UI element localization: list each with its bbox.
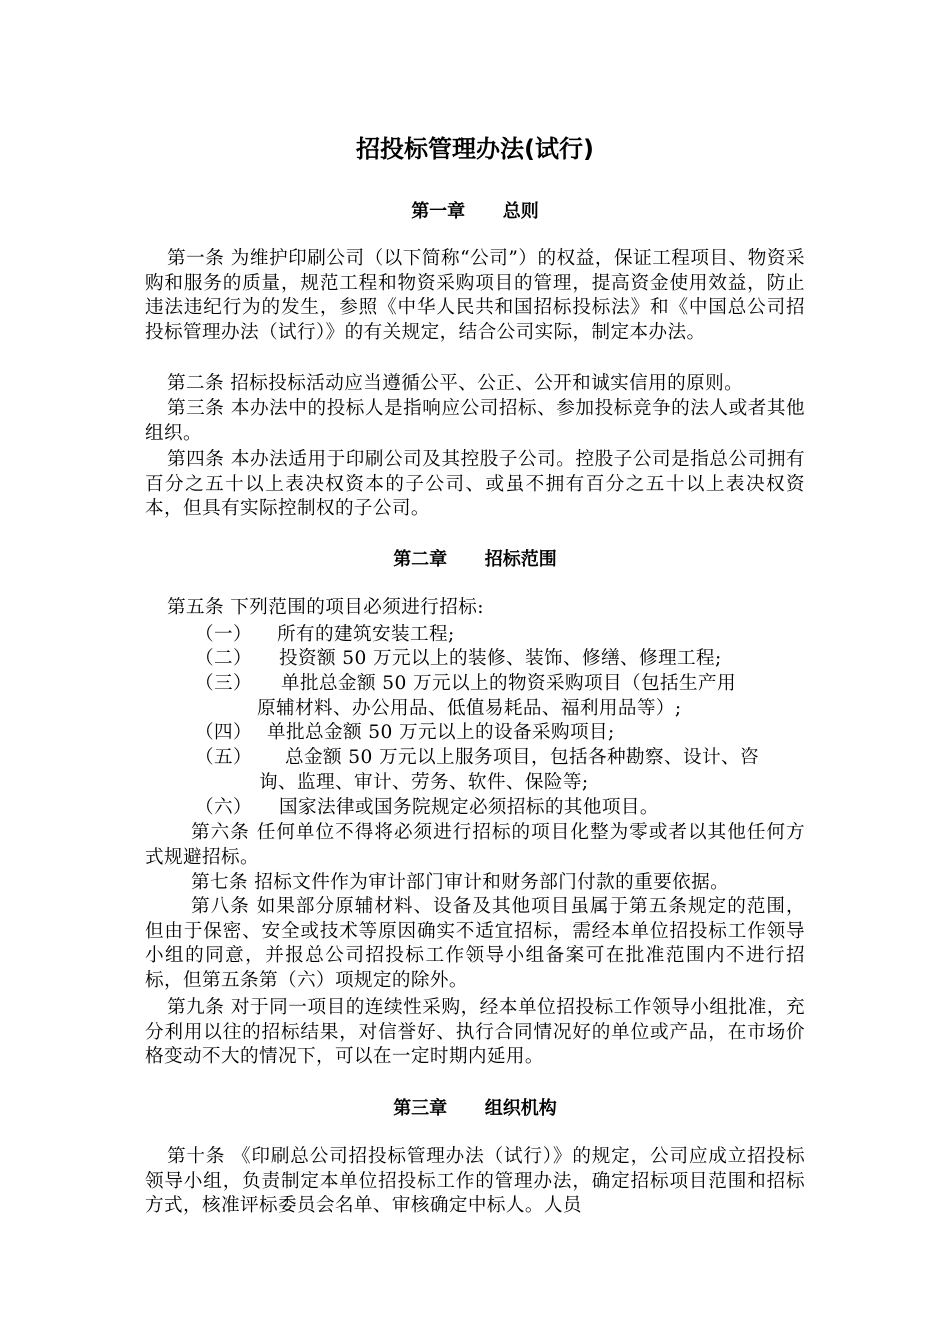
article-paragraph: 第五条 下列范围的项目必须进行招标:	[167, 597, 484, 618]
list-item-number: （三）	[195, 673, 252, 694]
article-paragraph: 第四条 本办法适用于印刷公司及其控股子公司。控股子公司是指总公司拥有百分之五十以上表决权资本的子公司、或虽不拥有百分之五十以上表决权资本，但具有实际控制权的子公司。	[145, 449, 805, 519]
list-item-text: 单批总金额 50 万元以上的设备采购项目;	[267, 722, 615, 743]
chapter-heading: 第三章 组织机构	[393, 1098, 557, 1119]
list-item-text: 总金额 50 万元以上服务项目，包括各种勘察、设计、咨	[285, 747, 759, 768]
article-paragraph: 第十条 《印刷总公司招投标管理办法（试行）》的规定，公司应成立招投标领导小组，负责制定本单位招投标工作的管理办法，确定招标项目范围和招标方式，核准评标委员会名单、审核确定中标人。人员	[145, 1146, 805, 1216]
list-item-continuation: 询、监理、审计、劳务、软件、保险等;	[259, 771, 589, 793]
article-paragraph: 第九条 对于同一项目的连续性采购，经本单位招投标工作领导小组批准，充分利用以往的招标结果，对信誉好、执行合同情况好的单位或产品，在市场价格变动不大的情况下，可以在一定时期内延用。	[145, 997, 805, 1067]
list-item-number: （一）	[195, 624, 252, 645]
article-paragraph: 第八条 如果部分原辅材料、设备及其他项目虽属于第五条规定的范围，但由于保密、安全或技术等原因确实不适宜招标，需经本单位招投标工作领导小组的同意，并报总公司招投标工作领导小组备案可在批准范围内不进行招标，但第五条第（六）项规定的除外。	[145, 896, 805, 991]
list-item-number: （四）	[195, 722, 252, 743]
article-paragraph: 第六条 任何单位不得将必须进行招标的项目化整为零或者以其他任何方式规避招标。	[145, 822, 805, 868]
article-paragraph: 第七条 招标文件作为审计部门审计和财务部门付款的重要依据。	[191, 872, 730, 893]
document-title: 招投标管理办法(试行)	[356, 135, 594, 163]
article-paragraph: 第三条 本办法中的投标人是指响应公司招标、参加投标竞争的法人或者其他组织。	[145, 398, 805, 444]
list-item-number: （二）	[195, 648, 252, 669]
list-item-number: （五）	[195, 747, 252, 768]
list-item-text: 单批总金额 50 万元以上的物资采购项目（包括生产用	[281, 673, 736, 694]
article-paragraph: 第一条 为维护印刷公司（以下简称“公司”）的权益，保证工程项目、物资采购和服务的质量，规范工程和物资采购项目的管理，提高资金使用效益，防止违法违纪行为的发生，参照《中华人民共和国招标投标法》和《中国总公司招投标管理办法（试行）》的有关规定，结合公司实际，制定本办法。	[145, 248, 805, 343]
article-paragraph: 第二条 招标投标活动应当遵循公平、公正、公开和诚实信用的原则。	[167, 373, 744, 394]
chapter-heading: 第一章 总则	[411, 201, 539, 222]
list-item-continuation: 原辅材料、办公用品、低值易耗品、福利用品等）;	[257, 697, 682, 719]
chapter-heading: 第二章 招标范围	[393, 549, 557, 570]
list-item-text: 所有的建筑安装工程;	[277, 624, 455, 645]
list-item-number: （六）	[195, 797, 252, 818]
list-item-text: 国家法律或国务院规定必须招标的其他项目。	[279, 797, 659, 818]
list-item-text: 投资额 50 万元以上的装修、装饰、修缮、修理工程;	[279, 648, 722, 669]
